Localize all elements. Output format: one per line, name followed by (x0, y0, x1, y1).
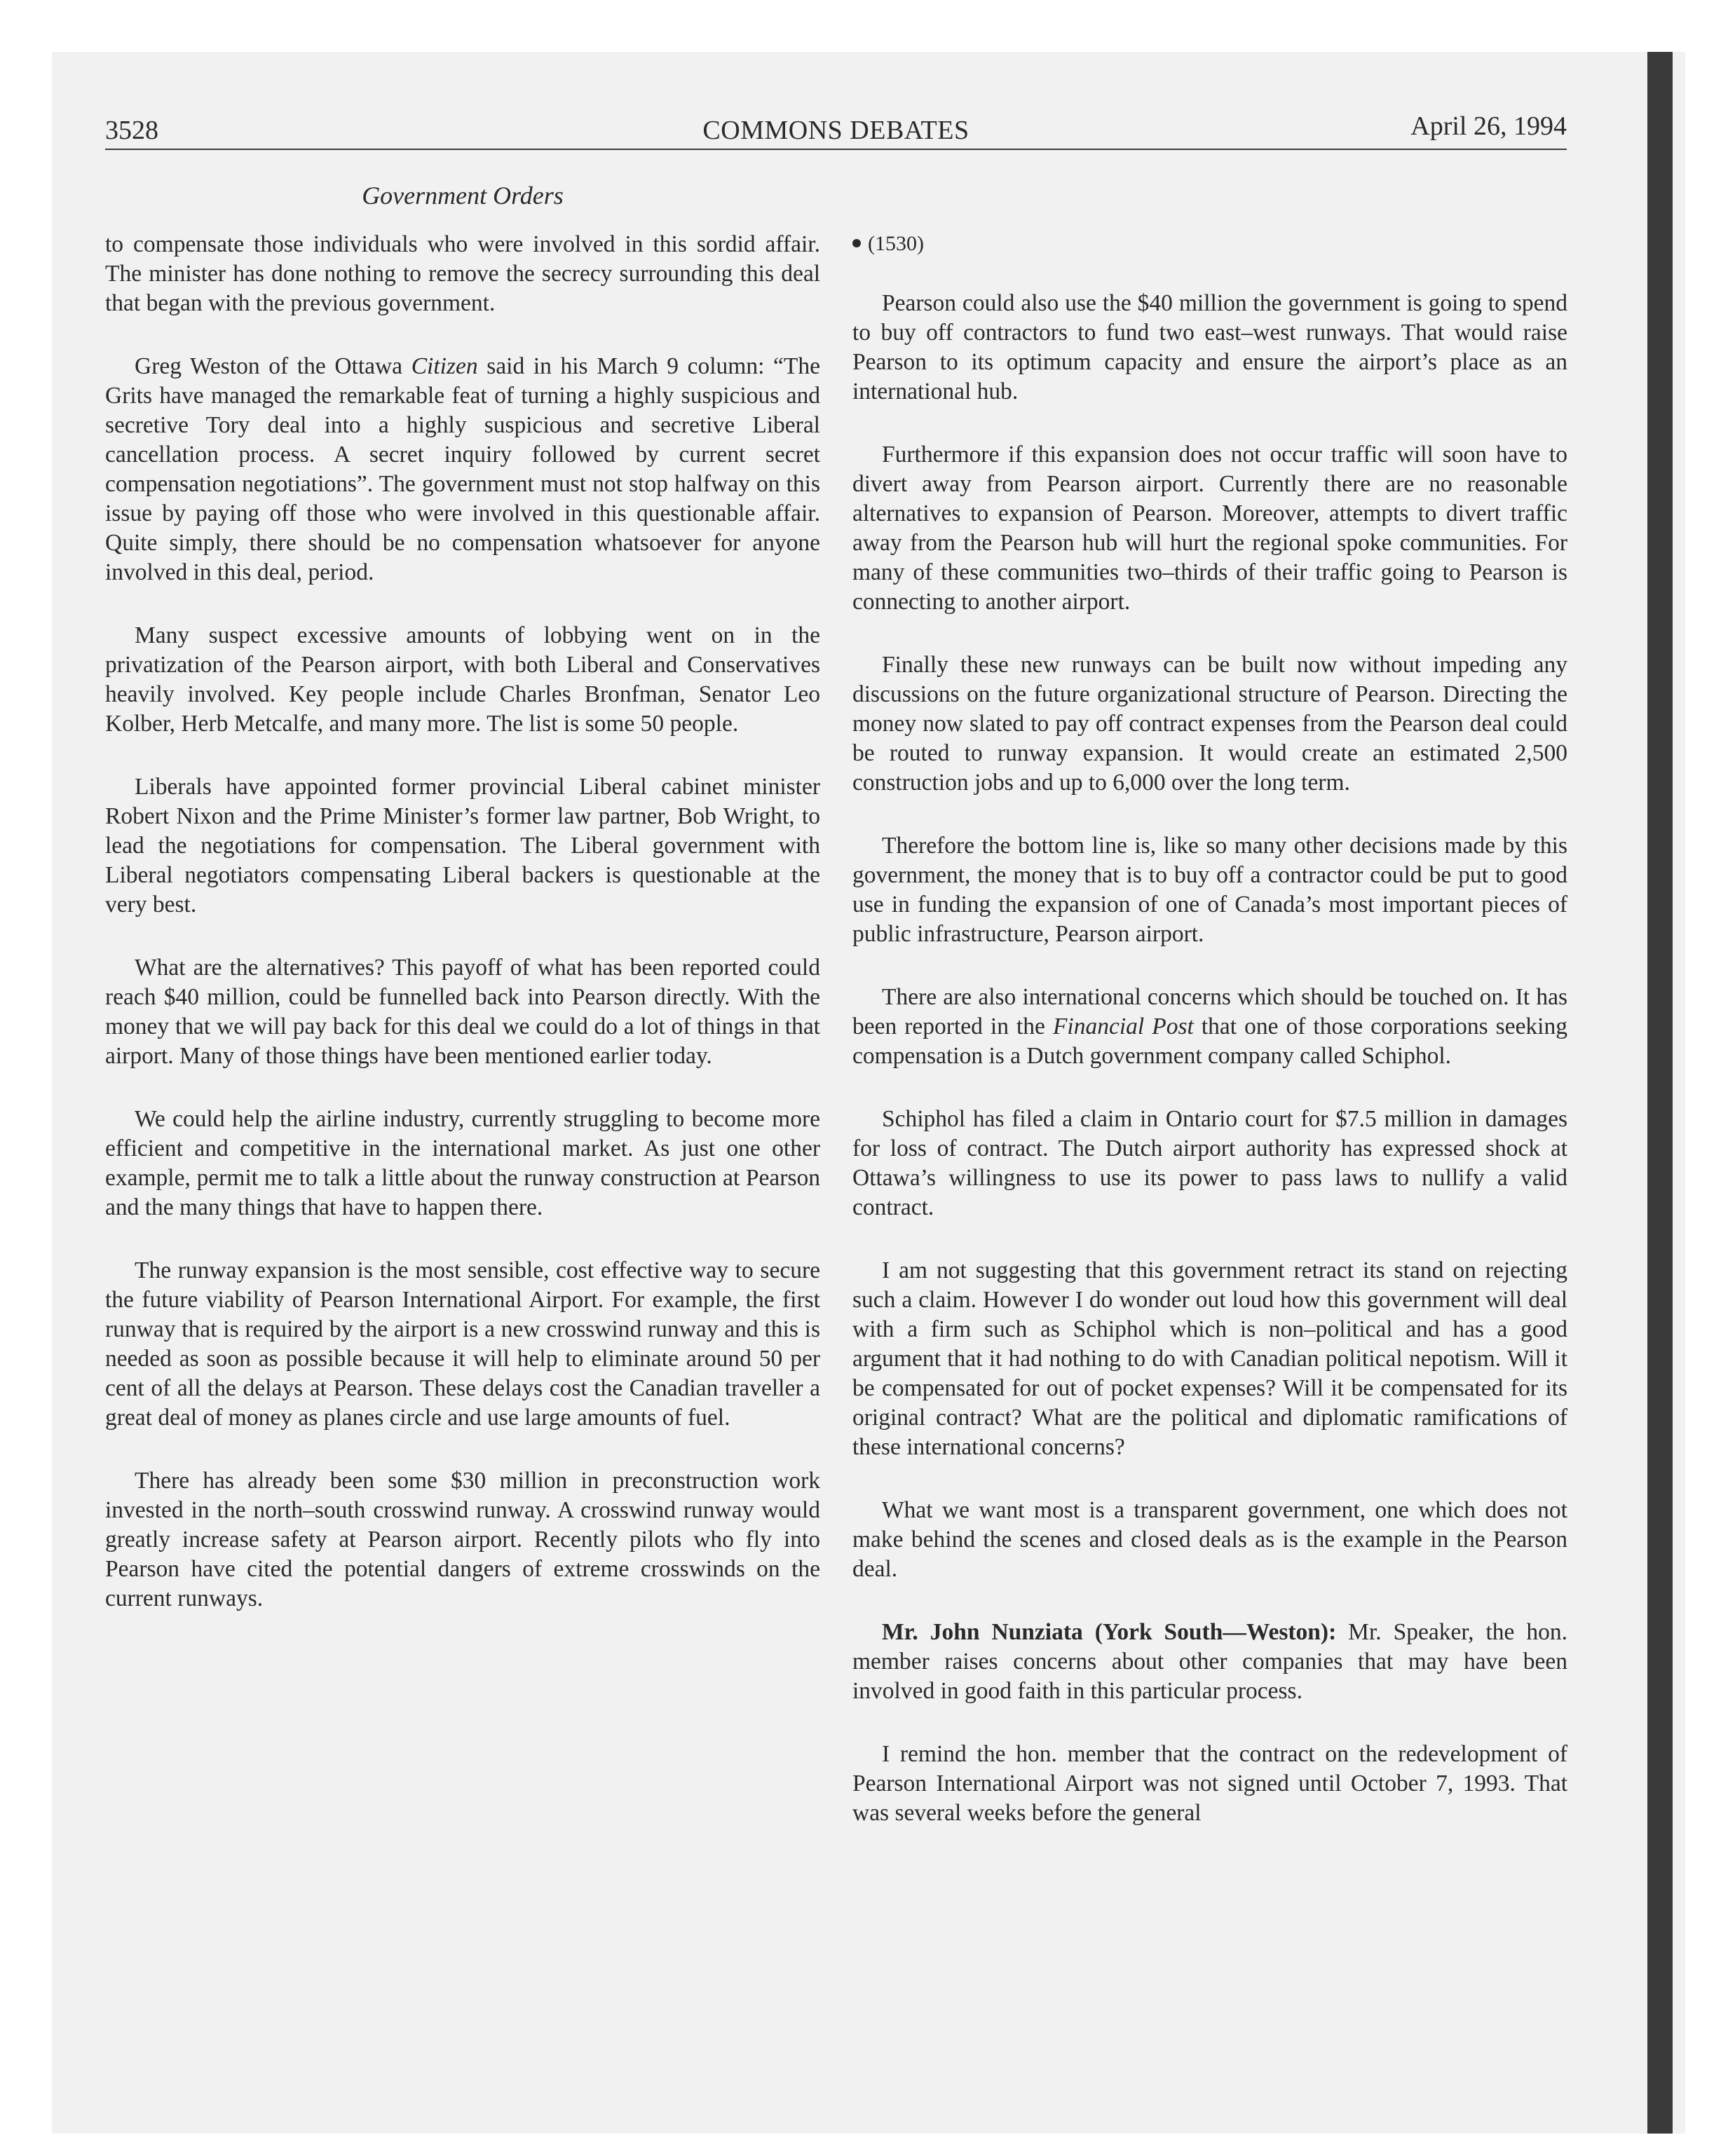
paragraph: Mr. John Nunziata (York South—Weston): Mr. Speaker, the hon. member raises concerns about other companies that may have been involved in good faith in this particular process. (852, 1619, 1567, 1704)
paragraph: Schiphol has filed a claim in Ontario court for $7.5 million in damages for loss of contract. The Dutch airport authority has expressed shock at Ottawa’s willingness to use its power to pass laws to nullify a valid contract. (852, 1106, 1567, 1220)
paragraph: I am not suggesting that this government retract its stand on rejecting such a claim. However I do wonder out loud how this government will deal with a firm such as Schiphol which is non–political and has a good argument that it had nothing to do with Canadian political nepotism. Will it be compensated for out of pocket expenses? Will it be compensated for its original contract? What are the political and diplomatic ramifications of these international concerns? (852, 1257, 1567, 1460)
paragraph: Finally these new runways can be built now without impeding any discussions on the future organizational structure of Pearson. Directing the money now slated to pay off contract expenses from the Pearson deal could be routed to runway expansion. It would create an estimated 2,500 construction jobs and up to 6,000 over the long term. (852, 652, 1567, 796)
left-column (105, 230, 820, 1647)
timestamp-text: (1530) (868, 232, 924, 255)
page-header (105, 105, 1567, 154)
publication-name: Citizen (411, 353, 478, 379)
paragraph: There has already been some $30 million in preconstruction work invested in the north–south crosswind runway. A crosswind runway would greatly increase safety at Pearson airport. Recently pilots who fly into Pearson have cited the potential dangers of extreme crosswinds on the current runways. (105, 1468, 820, 1611)
paragraph: Many suspect excessive amounts of lobbying went on in the privatization of the Pearson airport, with both Liberal and Conservatives heavily involved. Key people include Charles Bronfman, Senator Leo Kolber, Herb Metcalfe, and many more. The list is some 50 people. (105, 622, 820, 737)
section-label: Government Orders (362, 182, 564, 210)
publication-title: COMMONS DEBATES (702, 116, 969, 145)
paragraph: There are also international concerns which should be touched on. It has been reported in the Financial Post that one of those corporations seeking compensation is a Dutch government company called Schiphol. (852, 984, 1567, 1069)
paragraph: Furthermore if this expansion does not occur traffic will soon have to divert away from Pearson airport. Currently there are no reasonable alternatives to expansion of Pearson. Moreover, attempts to divert traffic away from the Pearson hub will hurt the regional spoke communities. For many of these communities two–thirds of their traffic going to Pearson is connecting to another airport. (852, 442, 1567, 615)
paragraph: We could help the airline industry, currently struggling to become more efficient and competitive in the international market. As just one other example, permit me to talk a little about the runway construction at Pearson and the many things that have to happen there. (105, 1106, 820, 1220)
timestamp (852, 230, 1567, 258)
speaker-name: Mr. John Nunziata (York South—Weston): (882, 1619, 1337, 1645)
page-number: 3528 (105, 116, 158, 145)
bullet-icon (852, 239, 861, 247)
paragraph: Therefore the bottom line is, like so many other decisions made by this government, the money that is to buy off a contractor could be put to good use in funding the expansion of one of Canada’s most important pieces of public infrastructure, Pearson airport. (852, 833, 1567, 947)
publication-name: Financial Post (1052, 1014, 1194, 1039)
right-column (852, 230, 1567, 1862)
paragraph: Liberals have appointed former provincial Liberal cabinet minister Robert Nixon and the Prime Minister’s former law partner, Bob Wright, to lead the negotiations for compensation. The Liberal government with Liberal negotiators compensating Liberal backers is questionable at the very best. (105, 774, 820, 917)
paragraph: The runway expansion is the most sensible, cost effective way to secure the future viability of Pearson International Airport. For example, the first runway that is required by the airport is a new crosswind runway and this is needed as soon as possible because it will help to eliminate around 50 per cent of all the delays at Pearson. These delays cost the Canadian traveller a great deal of money as planes circle and use large amounts of fuel. (105, 1257, 820, 1431)
paragraph: to compensate those individuals who were involved in this sordid affair. The minister has done nothing to remove the secrecy surrounding this deal that began with the previous government. (105, 231, 820, 316)
header-rule (105, 149, 1567, 150)
scan-edge-shadow (1647, 52, 1673, 2134)
paragraph: What are the alternatives? This payoff of what has been reported could reach $40 million, could be funnelled back into Pearson directly. With the money that we will pay back for this deal we could do a lot of things in that airport. Many of those things have been mentioned earlier today. (105, 955, 820, 1069)
paragraph: I remind the hon. member that the contract on the redevelopment of Pearson International Airport was not signed until October 7, 1993. That was several weeks before the general (852, 1741, 1567, 1826)
publication-date: April 26, 1994 (1410, 111, 1567, 141)
paragraph: Pearson could also use the $40 million the government is going to spend to buy off contractors to fund two east–west runways. That would raise Pearson to its optimum capacity and ensure the airport’s place as an international hub. (852, 290, 1567, 404)
paragraph: Greg Weston of the Ottawa Citizen said in his March 9 column: “The Grits have managed the remarkable feat of turning a highly suspicious and secretive Tory deal into a highly suspicious and secretive Liberal cancellation process. A secret inquiry followed by current secret compensation negotiations”. The government must not stop halfway on this issue by paying off those who were involved in this questionable affair. Quite simply, there should be no compensation whatsoever for anyone involved in this deal, period. (105, 353, 820, 585)
paragraph: What we want most is a transparent government, one which does not make behind the scenes and closed deals as is the example in the Pearson deal. (852, 1497, 1567, 1582)
